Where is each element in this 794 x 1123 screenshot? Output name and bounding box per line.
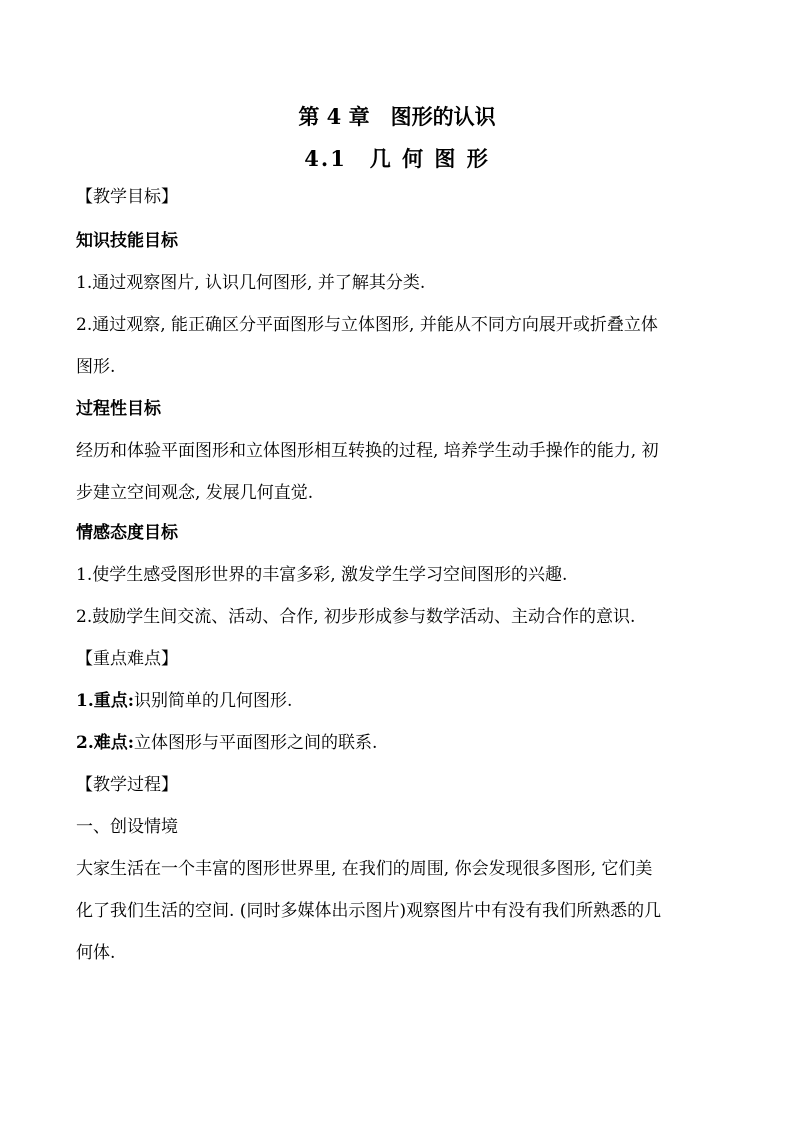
process-goal-line-2: 步建立空间观念, 发展几何直觉. — [76, 483, 314, 503]
step-1-title: 一、创设情境 — [76, 817, 178, 837]
key-point — [76, 690, 292, 712]
emotion-goal-2: 2.鼓励学生间交流、活动、合作, 初步形成参与数学活动、主动合作的意识. — [76, 607, 636, 627]
step-1-line-2: 化了我们生活的空间. (同时多媒体出示图片)观察图片中有没有我们所熟悉的几 — [76, 901, 662, 921]
process-goal-line-1: 经历和体验平面图形和立体图形相互转换的过程, 培养学生动手操作的能力, 初 — [76, 441, 659, 461]
emotion-goal-1: 1.使学生感受图形世界的丰富多彩, 激发学生学习空间图形的兴趣. — [76, 565, 568, 585]
difficult-point-label: 2.难点: — [76, 733, 135, 753]
emotion-goals-title: 情感态度目标 — [76, 523, 178, 543]
heading-teaching-goals: 【教学目标】 — [76, 187, 178, 207]
knowledge-goal-2-line-1: 2.通过观察, 能正确区分平面图形与立体图形, 并能从不同方向展开或折叠立体 — [76, 315, 658, 335]
process-goals-title: 过程性目标 — [76, 399, 161, 419]
key-point-text: 识别简单的几何图形. — [134, 691, 293, 711]
difficult-point — [76, 732, 377, 754]
key-point-label: 1.重点: — [76, 691, 135, 711]
heading-key-points: 【重点难点】 — [76, 649, 178, 669]
step-1-line-1: 大家生活在一个丰富的图形世界里, 在我们的周围, 你会发现很多图形, 它们美 — [76, 859, 653, 879]
chapter-title: 第 4 章 图形的认识 — [298, 104, 496, 129]
heading-teaching-process: 【教学过程】 — [76, 775, 178, 795]
knowledge-goal-2-line-2: 图形. — [76, 357, 116, 377]
difficult-point-text: 立体图形与平面图形之间的联系. — [134, 733, 378, 753]
knowledge-goal-1: 1.通过观察图片, 认识几何图形, 并了解其分类. — [76, 273, 426, 293]
knowledge-skill-goals-title: 知识技能目标 — [76, 231, 178, 251]
section-title: 4.1 几 何 图 形 — [304, 146, 490, 171]
step-1-line-3: 何体. — [76, 943, 116, 963]
